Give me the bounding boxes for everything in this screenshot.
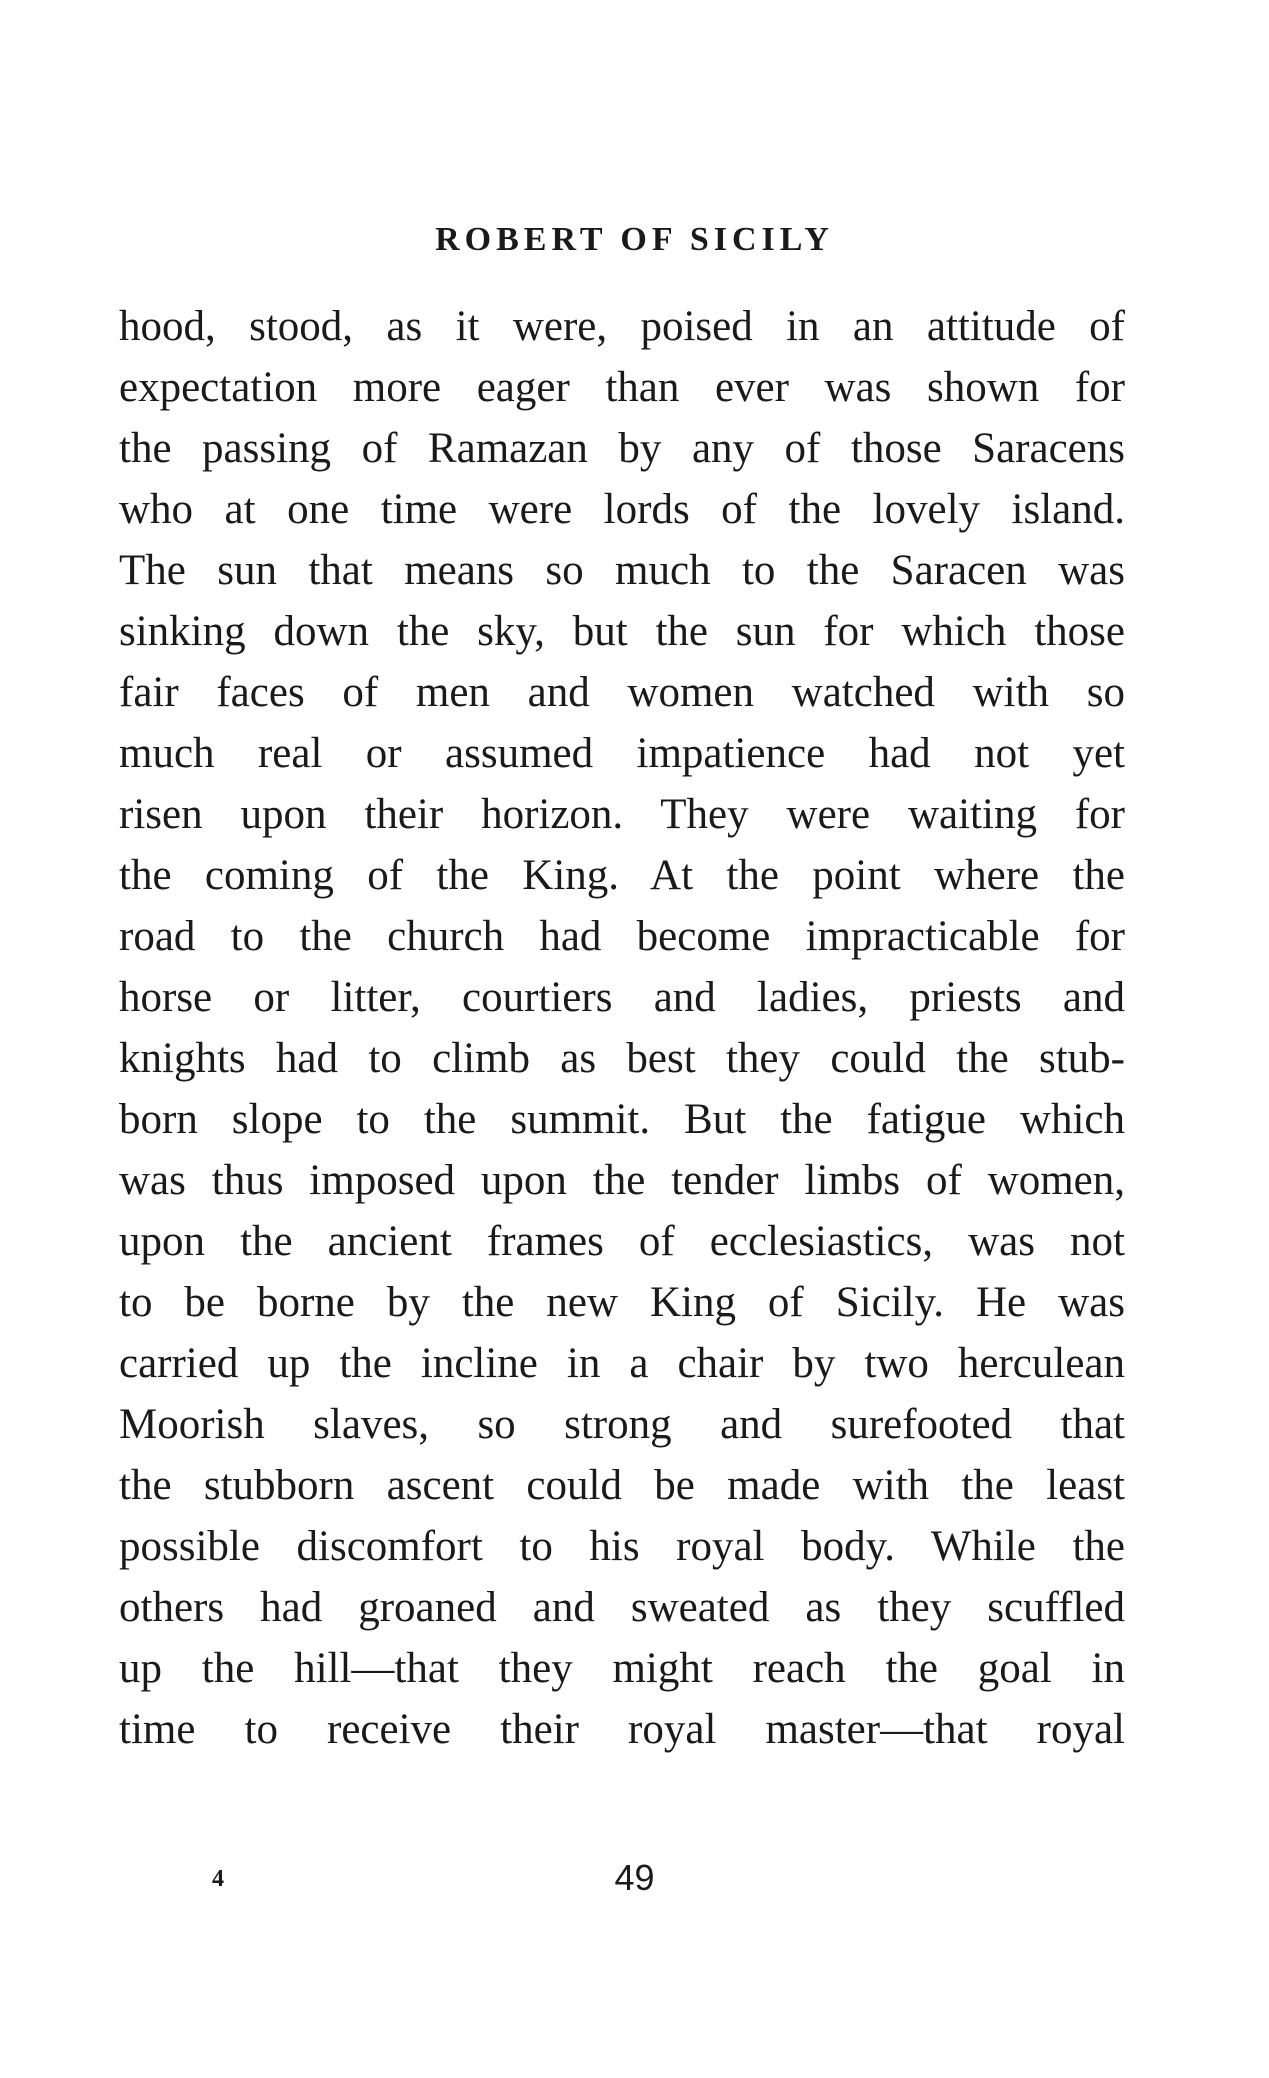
text-line: The sun that means so much to the Saracen was (119, 547, 1125, 594)
text-line: the coming of the King. At the point where the (119, 852, 1125, 899)
text-line: to be borne by the new King of Sicily. He was (119, 1279, 1125, 1326)
text-line: who at one time were lords of the lovely island. (119, 486, 1125, 533)
text-line: others had groaned and sweated as they scuffled (119, 1584, 1125, 1631)
text-line: much real or assumed impatience had not yet (119, 730, 1125, 777)
text-line: sinking down the sky, but the sun for which those (119, 608, 1125, 655)
text-line: upon the ancient frames of ecclesiastics, was not (119, 1218, 1125, 1265)
running-head: ROBERT OF SICILY (435, 221, 834, 258)
text-line: hood, stood, as it were, poised in an attitude of (119, 303, 1125, 350)
text-line: possible discomfort to his royal body. While the (119, 1523, 1125, 1570)
page-number: 49 (614, 1857, 655, 1898)
page-footer (0, 1858, 1269, 1908)
text-line: road to the church had become impracticable for (119, 913, 1125, 960)
text-line: horse or litter, courtiers and ladies, priests and (119, 974, 1125, 1021)
text-line: Moorish slaves, so strong and surefooted that (119, 1401, 1125, 1448)
text-line: time to receive their royal master—that royal (119, 1706, 1125, 1753)
text-line: the stubborn ascent could be made with the least (119, 1462, 1125, 1509)
text-line: carried up the incline in a chair by two herculean (119, 1340, 1125, 1387)
signature-mark: 4 (212, 1866, 224, 1892)
text-line: expectation more eager than ever was shown for (119, 364, 1125, 411)
text-line: knights had to climb as best they could the stub- (119, 1035, 1125, 1082)
body-text (119, 296, 1125, 1760)
text-line: the passing of Ramazan by any of those Saracens (119, 425, 1125, 472)
text-line: up the hill—that they might reach the goal in (119, 1645, 1125, 1692)
text-line: fair faces of men and women watched with so (119, 669, 1125, 716)
text-line: born slope to the summit. But the fatigue which (119, 1096, 1125, 1143)
text-line: was thus imposed upon the tender limbs of women, (119, 1157, 1125, 1204)
text-line: risen upon their horizon. They were waiting for (119, 791, 1125, 838)
